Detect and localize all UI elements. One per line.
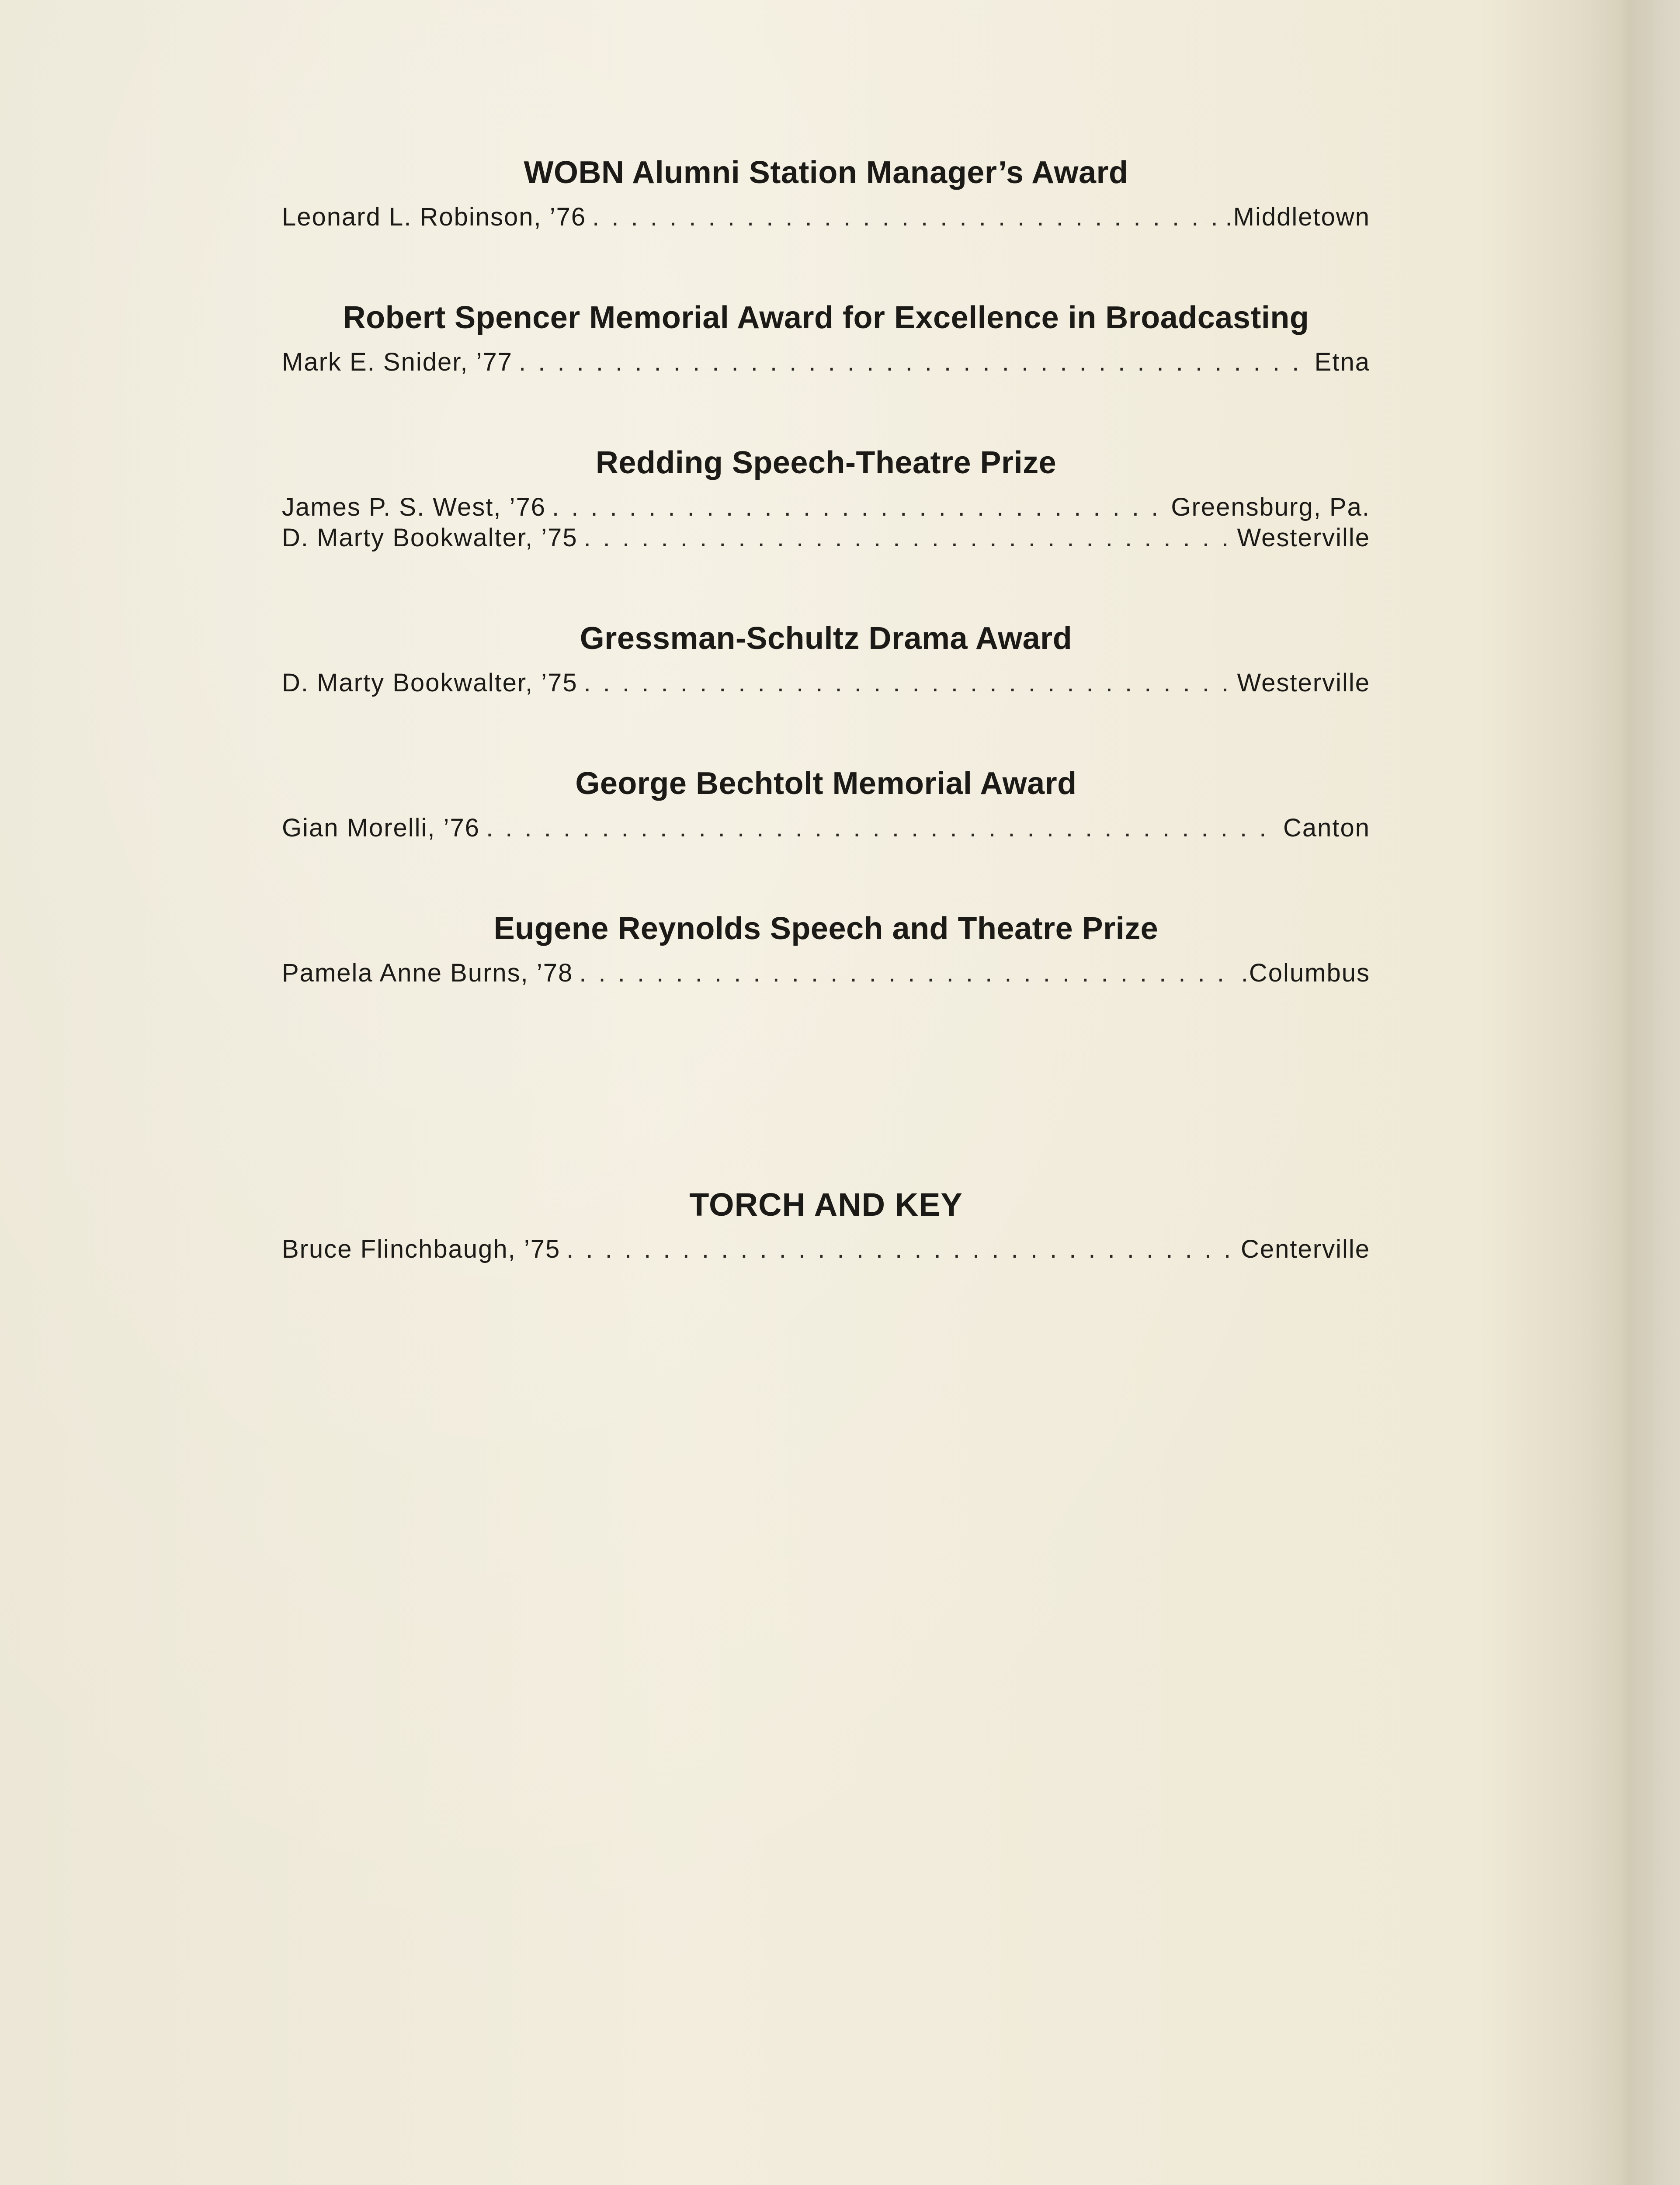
recipient-name: D. Marty Bookwalter, ’75 (282, 669, 578, 697)
award-title: Redding Speech-Theatre Prize (595, 445, 1057, 480)
award-title: Gressman-Schultz Drama Award (580, 621, 1073, 656)
section-title: TORCH AND KEY (689, 1186, 963, 1223)
recipient-hometown: Etna (1314, 348, 1370, 376)
award-section (282, 443, 1370, 553)
recipient-hometown: .Columbus (1241, 959, 1370, 987)
torch-and-key-section (282, 1185, 1370, 1265)
recipient-hometown: Westerville (1237, 669, 1370, 697)
dot-leader (579, 958, 1235, 988)
award-entry (282, 1234, 1370, 1265)
award-title: Eugene Reynolds Speech and Theatre Prize (493, 911, 1159, 946)
recipient-name: Gian Morelli, ’76 (282, 814, 480, 842)
recipient-name: Bruce Flinchbaugh, ’75 (282, 1235, 561, 1263)
award-title: George Bechtolt Memorial Award (575, 766, 1077, 801)
dot-leader (566, 1234, 1235, 1265)
award-section (282, 764, 1370, 843)
award-section (282, 153, 1370, 232)
dot-leader (584, 668, 1231, 698)
award-entry (282, 813, 1370, 843)
recipient-hometown: Greensburg, Pa. (1171, 493, 1370, 521)
award-entry (282, 958, 1370, 988)
recipient-name: Leonard L. Robinson, ’76 (282, 203, 587, 231)
dot-leader (519, 347, 1309, 378)
page-edge-shadow (1619, 0, 1680, 2185)
awards-list (282, 153, 1370, 1265)
recipient-hometown: Canton (1283, 814, 1370, 842)
award-entry (282, 523, 1370, 553)
award-entry (282, 347, 1370, 378)
dot-leader (592, 202, 1219, 232)
recipient-name: D. Marty Bookwalter, ’75 (282, 524, 578, 552)
recipient-name: Pamela Anne Burns, ’78 (282, 959, 573, 987)
recipient-hometown: Centerville (1241, 1235, 1370, 1263)
recipient-name: James P. S. West, ’76 (282, 493, 546, 521)
award-entry (282, 668, 1370, 698)
award-entry (282, 202, 1370, 232)
award-section (282, 909, 1370, 988)
dot-leader (584, 523, 1231, 553)
dot-leader (486, 813, 1277, 843)
award-section (282, 298, 1370, 378)
award-entry (282, 492, 1370, 523)
recipient-hometown: .Middletown (1225, 203, 1370, 231)
recipient-name: Mark E. Snider, ’77 (282, 348, 513, 376)
award-section (282, 619, 1370, 698)
recipient-hometown: Westerville (1237, 524, 1370, 552)
award-title: WOBN Alumni Station Manager’s Award (524, 155, 1128, 190)
dot-leader (552, 492, 1165, 523)
award-title: Robert Spencer Memorial Award for Excellence in Broadcasting (343, 300, 1309, 335)
